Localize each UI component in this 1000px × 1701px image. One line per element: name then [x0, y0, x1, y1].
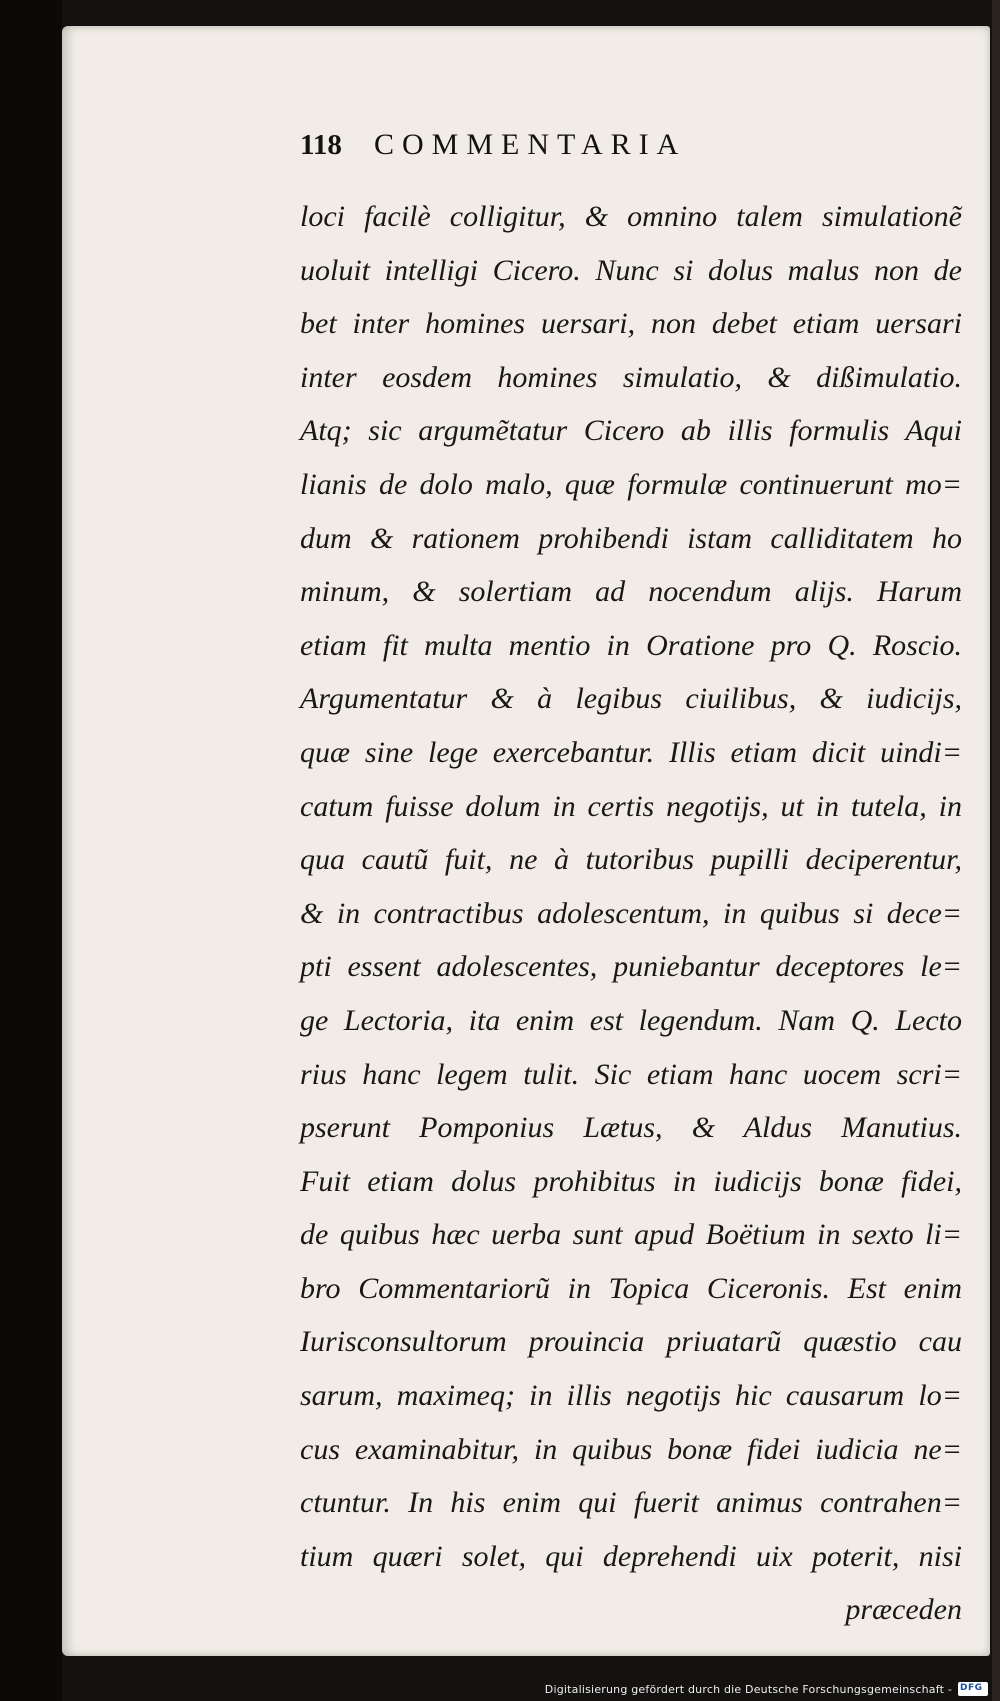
text-line: bet inter homines uersari, non debet etiam uersari: [300, 307, 962, 341]
text-line: uoluit intelligi Cicero. Nunc si dolus malus non de: [300, 253, 962, 287]
text-line: & in contractibus adolescentum, in quibus si dece=: [300, 896, 962, 930]
text-line: rius hanc legem tulit. Sic etiam hanc uocem scri=: [300, 1057, 962, 1091]
text-line: inter eosdem homines simulatio, & dißimulatio.: [300, 360, 962, 394]
dfg-logo-text: DFG: [960, 1683, 983, 1693]
dfg-logo: [958, 1682, 988, 1696]
text-line: etiam fit multa mentio in Oratione pro Q. Roscio.: [300, 628, 962, 662]
text-line: pti essent adolescentes, puniebantur deceptores le=: [300, 950, 962, 984]
text-line: ctuntur. In his enim qui fuerit animus contrahen=: [300, 1486, 962, 1520]
text-line: ge Lectoria, ita enim est legendum. Nam Q. Lecto: [300, 1003, 962, 1037]
catchword: præceden: [845, 1593, 962, 1627]
text-line: catum fuisse dolum in certis negotijs, ut in tutela, in: [300, 789, 962, 823]
text-line: de quibus hæc uerba sunt apud Boëtium in sexto li=: [300, 1218, 962, 1252]
text-line: lianis de dolo malo, quæ formulæ continuerunt mo=: [300, 467, 962, 501]
text-line: sarum, maximeq; in illis negotijs hic causarum lo=: [300, 1379, 962, 1413]
text-line: bro Commentariorũ in Topica Ciceronis. Est enim: [300, 1271, 962, 1305]
text-line: Atq; sic argumẽtatur Cicero ab illis formulis Aqui: [300, 414, 962, 448]
text-line: qua cautũ fuit, ne à tutoribus pupilli deciperentur,: [300, 843, 962, 877]
text-line: minum, & solertiam ad nocendum alijs. Harum: [300, 575, 962, 609]
text-line: quæ sine lege exercebantur. Illis etiam dicit uindi=: [300, 735, 962, 769]
body-text: [300, 190, 962, 1637]
text-line: tium quæri solet, qui deprehendi uix poterit, nisi: [300, 1539, 962, 1573]
footer-credit: Digitalisierung gefördert durch die Deutsche Forschungsgemeinschaft -: [544, 1682, 952, 1696]
page-header: [300, 128, 860, 174]
text-line: Argumentatur & à legibus ciuilibus, & iudicijs,: [300, 682, 962, 716]
text-line: pserunt Pomponius Lætus, & Aldus Manutius.: [300, 1111, 962, 1145]
text-line: dum & rationem prohibendi istam calliditatem ho: [300, 521, 962, 555]
digitization-footer: [545, 1679, 988, 1699]
page-number: 118: [300, 129, 342, 161]
text-line: loci facilè colligitur, & omnino talem simulationẽ: [300, 200, 962, 233]
scan-background-left: [0, 0, 62, 1701]
text-line: cus examinabitur, in quibus bonæ fidei iudicia ne=: [300, 1432, 962, 1466]
text-line: Fuit etiam dolus prohibitus in iudicijs bonæ fidei,: [300, 1164, 962, 1198]
text-line: Iurisconsultorum prouincia priuatarũ quæstio cau: [300, 1325, 962, 1359]
scan-background-right: [992, 0, 1000, 1701]
running-head: COMMENTARIA: [374, 128, 687, 161]
